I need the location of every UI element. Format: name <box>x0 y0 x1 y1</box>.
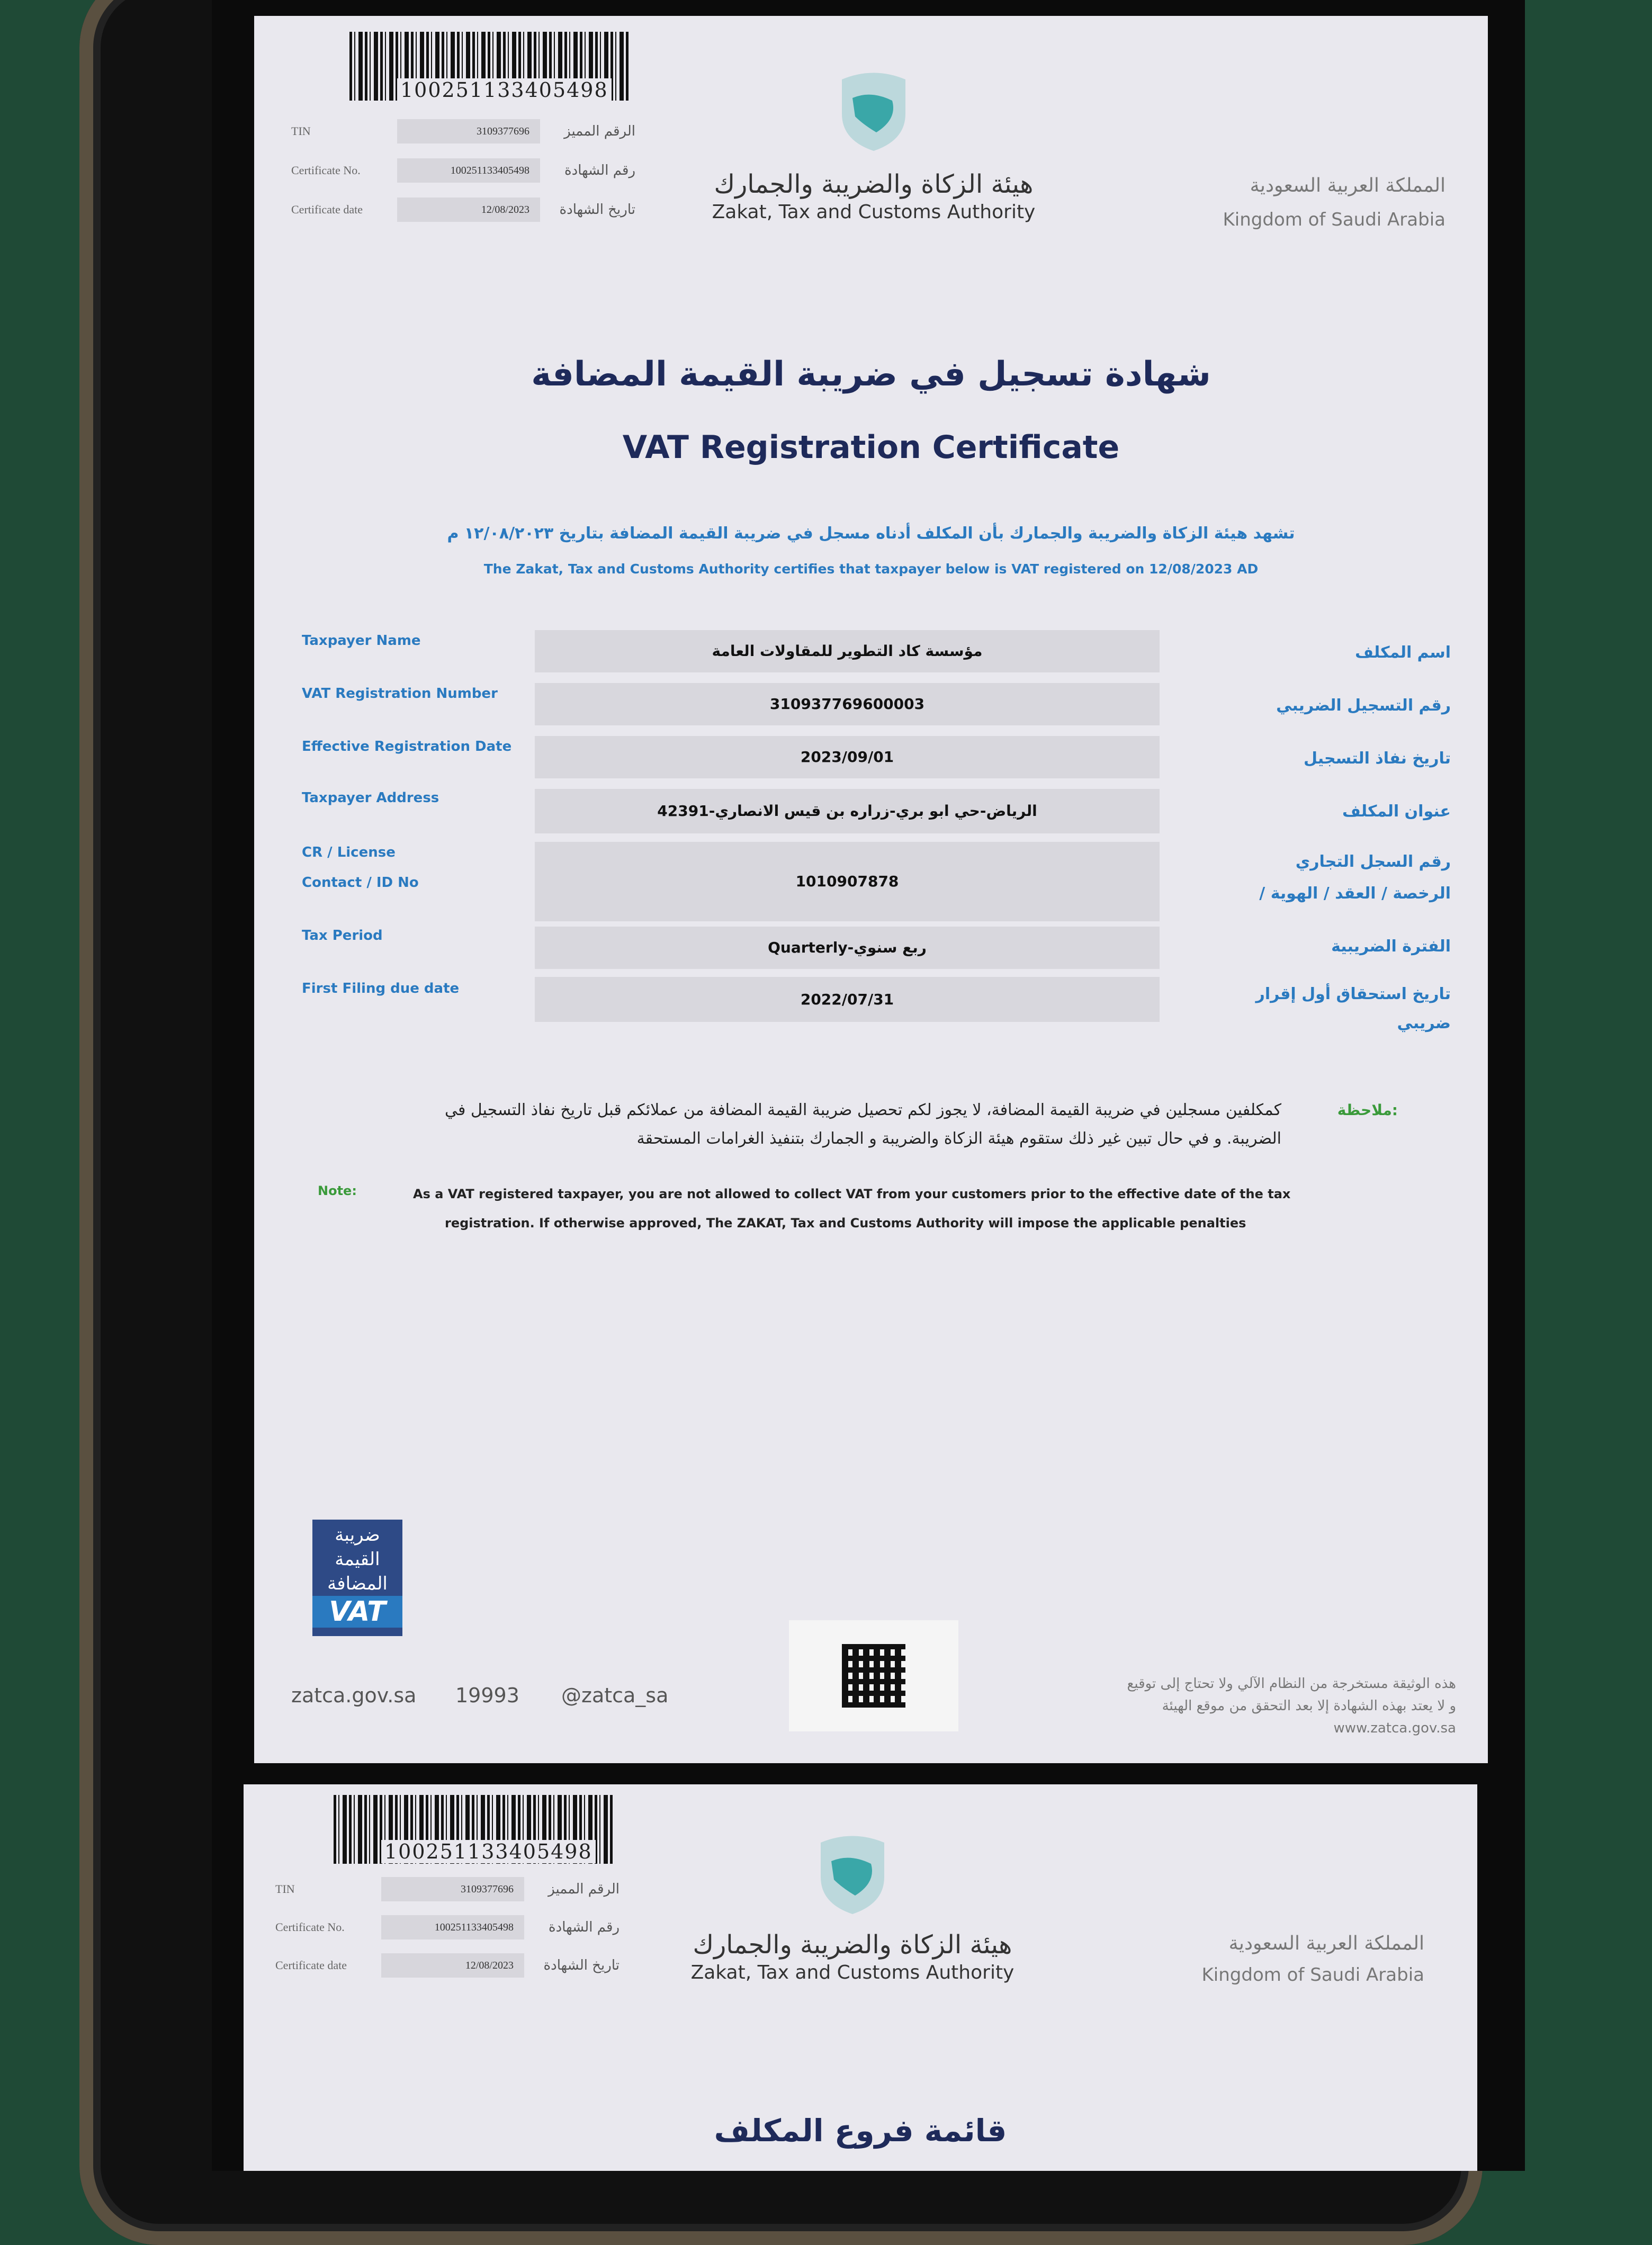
authority-name-en: Zakat, Tax and Customs Authority <box>712 201 1036 223</box>
certificate-page-1 <box>254 16 1488 1763</box>
field-value-taxpayer-name: مؤسسة كاد التطوير للمقاولات العامة <box>535 630 1160 672</box>
qr-code-area <box>789 1620 958 1731</box>
phone-frame <box>79 0 1483 2245</box>
field-label-en-first-filing: First Filing due date <box>302 981 460 996</box>
certificate-page-2 <box>244 1784 1477 2171</box>
field-label-ar-first-filing-2: ضريبي <box>1397 1014 1451 1032</box>
cert-date-value-page-2: 12/08/2023 <box>381 1953 524 1978</box>
field-label-en-contact-id: Contact / ID No <box>302 875 419 891</box>
tin-value-page-2: 3109377696 <box>381 1877 524 1901</box>
certificate-meta-page-2 <box>275 1874 620 1980</box>
ksa-name-ar: المملكة العربية السعودية <box>1250 175 1446 196</box>
qr-code-icon <box>842 1644 905 1708</box>
field-label-en-address: Taxpayer Address <box>302 790 439 806</box>
field-label-en-effective-date: Effective Registration Date <box>302 739 512 755</box>
footer-phone: 19993 <box>455 1684 519 1707</box>
note-text-en-1: As a VAT registered taxpayer, you are not allowed to collect VAT from your customers prior to the effective date of the tax <box>413 1187 1291 1201</box>
note-label-en: Note: <box>318 1183 357 1198</box>
cert-date-label-ar-page-2: تاريخ الشهادة <box>543 1957 620 1973</box>
meta-row-cert-date <box>291 195 635 224</box>
tin-label-ar: الرقم المميز <box>564 123 635 139</box>
footer-website[interactable]: zatca.gov.sa <box>291 1684 417 1707</box>
field-label-ar-tax-period: الفترة الضريبية <box>1331 937 1451 956</box>
authority-name-ar-page-2: هيئة الزكاة والضريبة والجمارك <box>693 1930 1012 1960</box>
vat-badge-en: VAT <box>312 1596 402 1628</box>
field-value-vat-number: 310937769600003 <box>535 683 1160 725</box>
cert-no-label-en-page-2: Certificate No. <box>275 1920 345 1934</box>
barcode-number-page-2: 100251133405498 <box>381 1840 596 1863</box>
zatca-logo-icon <box>834 69 913 154</box>
zatca-logo-icon-page-2 <box>813 1832 892 1917</box>
cert-no-label-ar-page-2: رقم الشهادة <box>549 1919 620 1935</box>
footer-disclaimer-url[interactable]: www.zatca.gov.sa <box>1333 1720 1456 1736</box>
certificate-title-ar: شهادة تسجيل في ضريبة القيمة المضافة <box>531 355 1211 394</box>
field-value-tax-period: Quarterly-ربع سنوي <box>535 927 1160 969</box>
meta-row-cert-no-page-2 <box>275 1912 620 1942</box>
certify-statement-en: The Zakat, Tax and Customs Authority certifies that taxpayer below is VAT registered on 12/08/2023 AD <box>483 561 1259 577</box>
cert-no-value: 100251133405498 <box>397 158 540 183</box>
authority-name-en-page-2: Zakat, Tax and Customs Authority <box>690 1962 1014 1983</box>
field-label-ar-cr-license: رقم السجل التجاري <box>1295 852 1451 871</box>
vat-badge-logo <box>312 1520 402 1636</box>
note-text-en-2: registration. If otherwise approved, The ZAKAT, Tax and Customs Authority will impose the applicable penalties <box>445 1216 1246 1231</box>
authority-name-ar: هيئة الزكاة والضريبة والجمارك <box>714 169 1034 199</box>
field-label-en-vat-number: VAT Registration Number <box>302 686 498 702</box>
vat-badge-ar-3: المضافة <box>327 1573 388 1594</box>
field-label-en-taxpayer-name: Taxpayer Name <box>302 633 421 649</box>
field-value-effective-date: 2023/09/01 <box>535 736 1160 778</box>
field-label-en-cr-license: CR / License <box>302 845 396 860</box>
field-value-address: الرياض-حي ابو بري-زراره بن قيس الانصاري-42391 <box>535 789 1160 833</box>
vat-badge-ar-2: القيمة <box>335 1549 380 1570</box>
ksa-name-en: Kingdom of Saudi Arabia <box>1223 209 1446 230</box>
meta-row-cert-no <box>291 156 635 185</box>
tin-label-en: TIN <box>291 124 311 138</box>
cert-no-label-ar: رقم الشهادة <box>564 163 635 178</box>
barcode-number: 100251133405498 <box>397 78 612 102</box>
tin-value: 3109377696 <box>397 119 540 143</box>
cert-date-value: 12/08/2023 <box>397 197 540 222</box>
phone-screen <box>212 0 1525 2171</box>
cert-date-label-en: Certificate date <box>291 203 363 216</box>
field-label-en-tax-period: Tax Period <box>302 928 383 944</box>
footer-disclaimer-2: و لا يعتد بهذه الشهادة إلا بعد التحقق من موقع الهيئة <box>1162 1698 1456 1714</box>
ksa-name-en-page-2: Kingdom of Saudi Arabia <box>1201 1964 1424 1986</box>
footer-disclaimer-1: هذه الوثيقة مستخرجة من النظام الآلي ولا تحتاج إلى توقيع <box>1127 1676 1456 1692</box>
cert-date-label-ar: تاريخ الشهادة <box>559 202 635 218</box>
cert-date-label-en-page-2: Certificate date <box>275 1959 347 1972</box>
certificate-meta <box>291 116 635 224</box>
meta-row-tin <box>291 116 635 146</box>
field-label-ar-first-filing: تاريخ استحقاق أول إقرار <box>1255 985 1451 1003</box>
tin-label-en-page-2: TIN <box>275 1882 295 1896</box>
ksa-name-ar-page-2: المملكة العربية السعودية <box>1228 1933 1424 1954</box>
footer-twitter-handle[interactable]: @zatca_sa <box>561 1684 669 1707</box>
field-label-ar-taxpayer-name: اسم المكلف <box>1355 643 1451 662</box>
field-label-ar-contact-id: / الرخصة / العقد / الهوية <box>1259 884 1451 903</box>
cert-no-label-en: Certificate No. <box>291 164 361 177</box>
vat-badge-ar-1: ضريبة <box>335 1524 380 1546</box>
tin-label-ar-page-2: الرقم المميز <box>548 1881 620 1897</box>
field-label-ar-vat-number: رقم التسجيل الضريبي <box>1276 696 1451 715</box>
certificate-title-en: VAT Registration Certificate <box>622 429 1120 466</box>
note-label-ar: ملاحظة: <box>1337 1101 1398 1119</box>
note-text-ar: كمكلفين مسجلين في ضريبة القيمة المضافة، لا يجوز لكم تحصيل ضريبة القيمة المضافة من عملائكم قبل تاريخ نفاذ التسجيل في الضريبة. و في حال تبين غير ذلك ستقوم هيئة الزكاة والضريبة و الجمارك بتنفيذ الغرامات المستحقة <box>444 1101 1281 1148</box>
field-label-ar-address: عنوان المكلف <box>1342 802 1451 821</box>
field-label-ar-effective-date: تاريخ نفاذ التسجيل <box>1303 749 1451 768</box>
meta-row-cert-date-page-2 <box>275 1951 620 1980</box>
field-value-cr-license: 1010907878 <box>535 842 1160 921</box>
field-value-first-filing: 2022/07/31 <box>535 977 1160 1022</box>
cert-no-value-page-2: 100251133405498 <box>381 1915 524 1939</box>
branches-list-title: قائمة فروع المكلف <box>714 2113 1007 2149</box>
meta-row-tin-page-2 <box>275 1874 620 1904</box>
certify-statement-ar: تشهد هيئة الزكاة والضريبة والجمارك بأن المكلف أدناه مسجل في ضريبة القيمة المضافة بتاريخ ١٢/٠٨/٢٠٢٣ م <box>447 524 1295 543</box>
